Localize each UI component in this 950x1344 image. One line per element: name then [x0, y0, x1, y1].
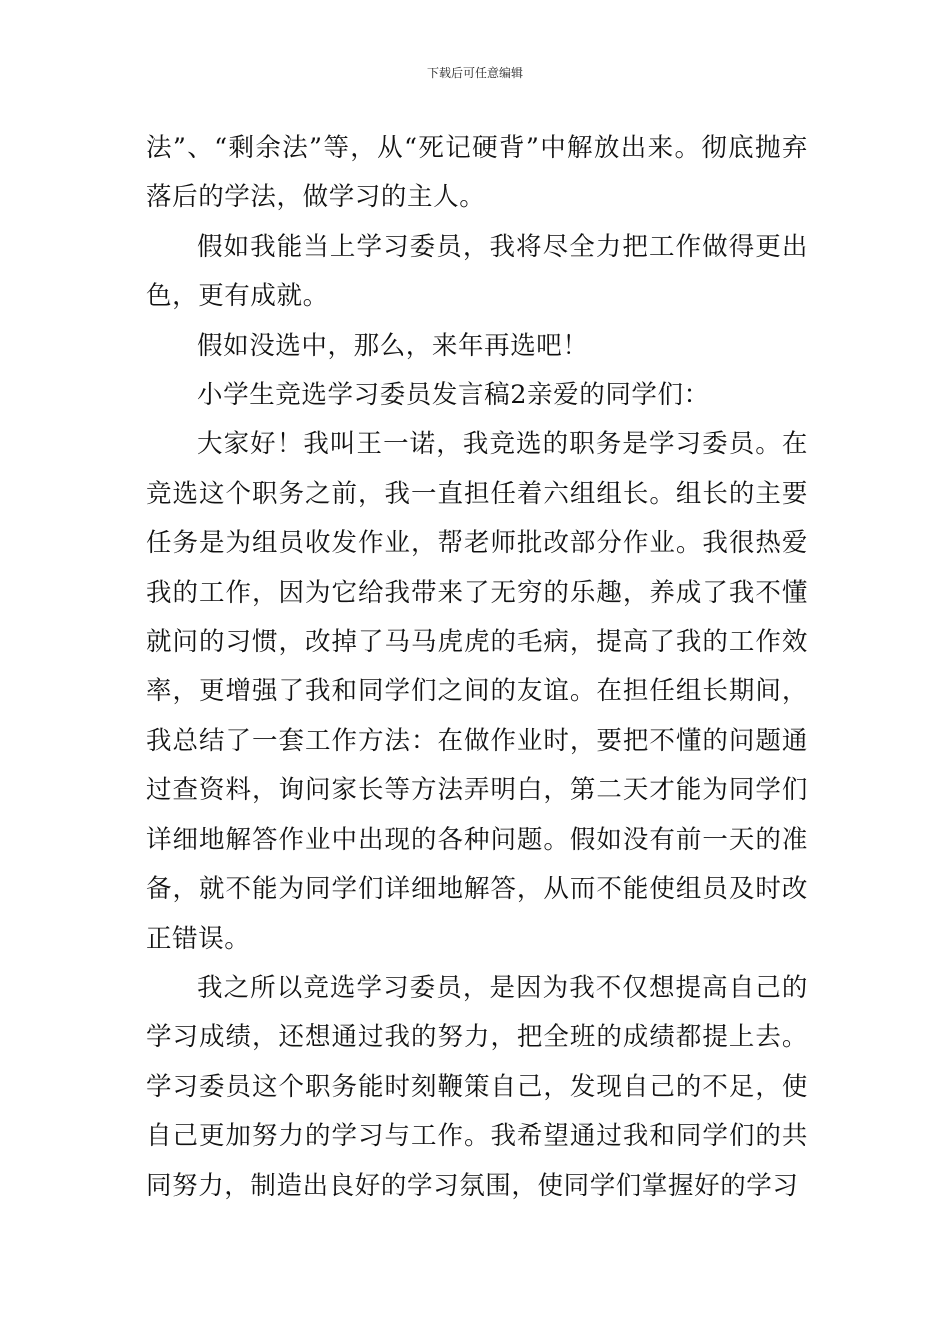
paragraph: 假如没选中，那么，来年再选吧！ [197, 330, 589, 361]
paragraph-continuation: 法”、“剩余法”等，从“死记硬背”中解放出来。彻底抛弃落后的学法，做学习的主人。 [146, 133, 808, 213]
paragraph: 我之所以竞选学习委员，是因为我不仅想提高自己的学习成绩，还想通过我的努力，把全班的成绩都提上去。学习委员这个职务能时刻鞭策自己，发现自己的不足，使自己更加努力的学习与工作。我希望通过我和同学们的共同努力，制造出良好的学习氛围，使同学们掌握好的学习 [146, 972, 808, 1201]
paragraph: 假如我能当上学习委员，我将尽全力把工作做得更出色，更有成就。 [146, 231, 808, 312]
paragraph: 大家好！我叫王一诺，我竞选的职务是学习委员。在竞选这个职务之前，我一直担任着六组组长。组长的主要任务是为组员收发作业，帮老师批改部分作业。我很热爱我的工作，因为它给我带来了无穷的乐趣，养成了我不懂就问的习惯，改掉了马马虎虎的毛病，提高了我的工作效率，更增强了我和同学们之间的友谊。在担任组长期间，我总结了一套工作方法：在做作业时，要把不懂的问题通过查资料，询问家长等方法弄明白，第二天才能为同学们详细地解答作业中出现的各种问题。假如没有前一天的准备，就不能为同学们详细地解答，从而不能使组员及时改正错误。 [146, 429, 808, 954]
document-body [146, 124, 808, 1211]
paragraph-heading: 小学生竞选学习委员发言稿2亲爱的同学们： [197, 380, 710, 411]
page-header-note: 下载后可任意编辑 [426, 66, 523, 80]
